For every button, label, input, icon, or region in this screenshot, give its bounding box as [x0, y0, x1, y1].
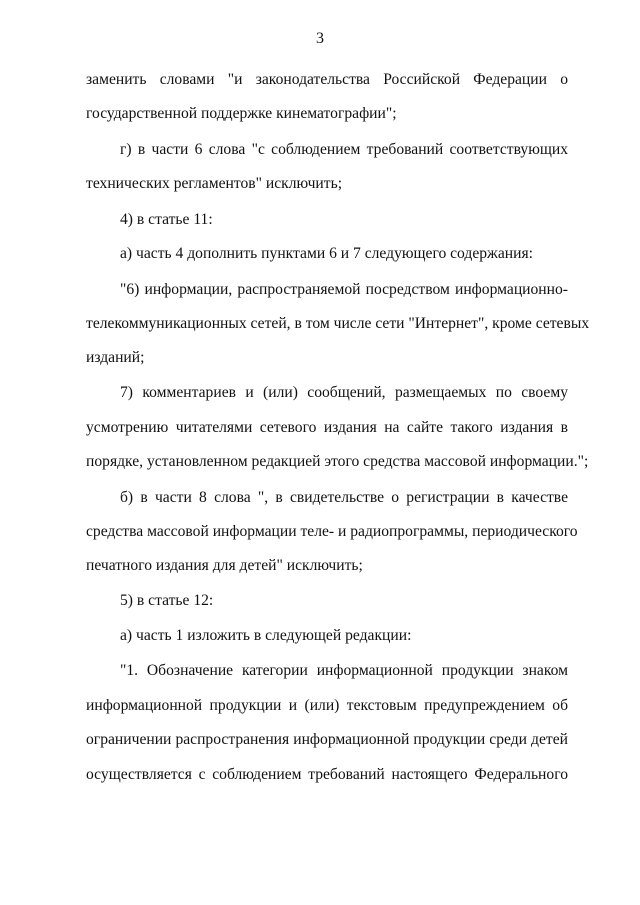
text-line: изданий; [86, 349, 145, 366]
text-line: усмотрению читателями сетевого издания на сайте такого издания в [86, 419, 568, 436]
text-line: а) часть 4 дополнить пунктами 6 и 7 следующего содержания: [120, 245, 533, 262]
text-line: 4) в статье 11: [120, 211, 213, 228]
text-line: средства массовой информации теле- и радиопрограммы, периодического [86, 523, 578, 540]
text-line: 5) в статье 12: [120, 592, 214, 609]
text-line: "6) информации, распространяемой посредством информационно- [120, 281, 568, 298]
text-line: "1. Обозначение категории информационной продукции знаком [120, 662, 568, 679]
text-line: телекоммуникационных сетей, в том числе сети "Интернет", кроме сетевых [86, 315, 590, 332]
text-line: информационной продукции и (или) текстовым предупреждением об [86, 697, 568, 714]
text-line: б) в части 8 слова ", в свидетельстве о регистрации в качестве [120, 489, 568, 506]
text-line: заменить словами "и законодательства Российской Федерации о [86, 71, 568, 88]
text-line: а) часть 1 изложить в следующей редакции: [120, 627, 412, 644]
text-line: технических регламентов" исключить; [86, 175, 343, 192]
text-line: ограничении распространения информационной продукции среди детей [86, 731, 568, 748]
text-line: осуществляется с соблюдением требований настоящего Федерального [86, 766, 568, 783]
text-line: печатного издания для детей" исключить; [86, 557, 363, 574]
text-line: г) в части 6 слова "с соблюдением требований соответствующих [120, 141, 568, 158]
page-number: 3 [316, 30, 324, 47]
text-line: 7) комментариев и (или) сообщений, размещаемых по своему [120, 384, 568, 401]
text-line: государственной поддержке кинематографии"; [86, 105, 397, 122]
text-line: порядке, установленном редакцией этого средства массовой информации."; [86, 453, 589, 470]
